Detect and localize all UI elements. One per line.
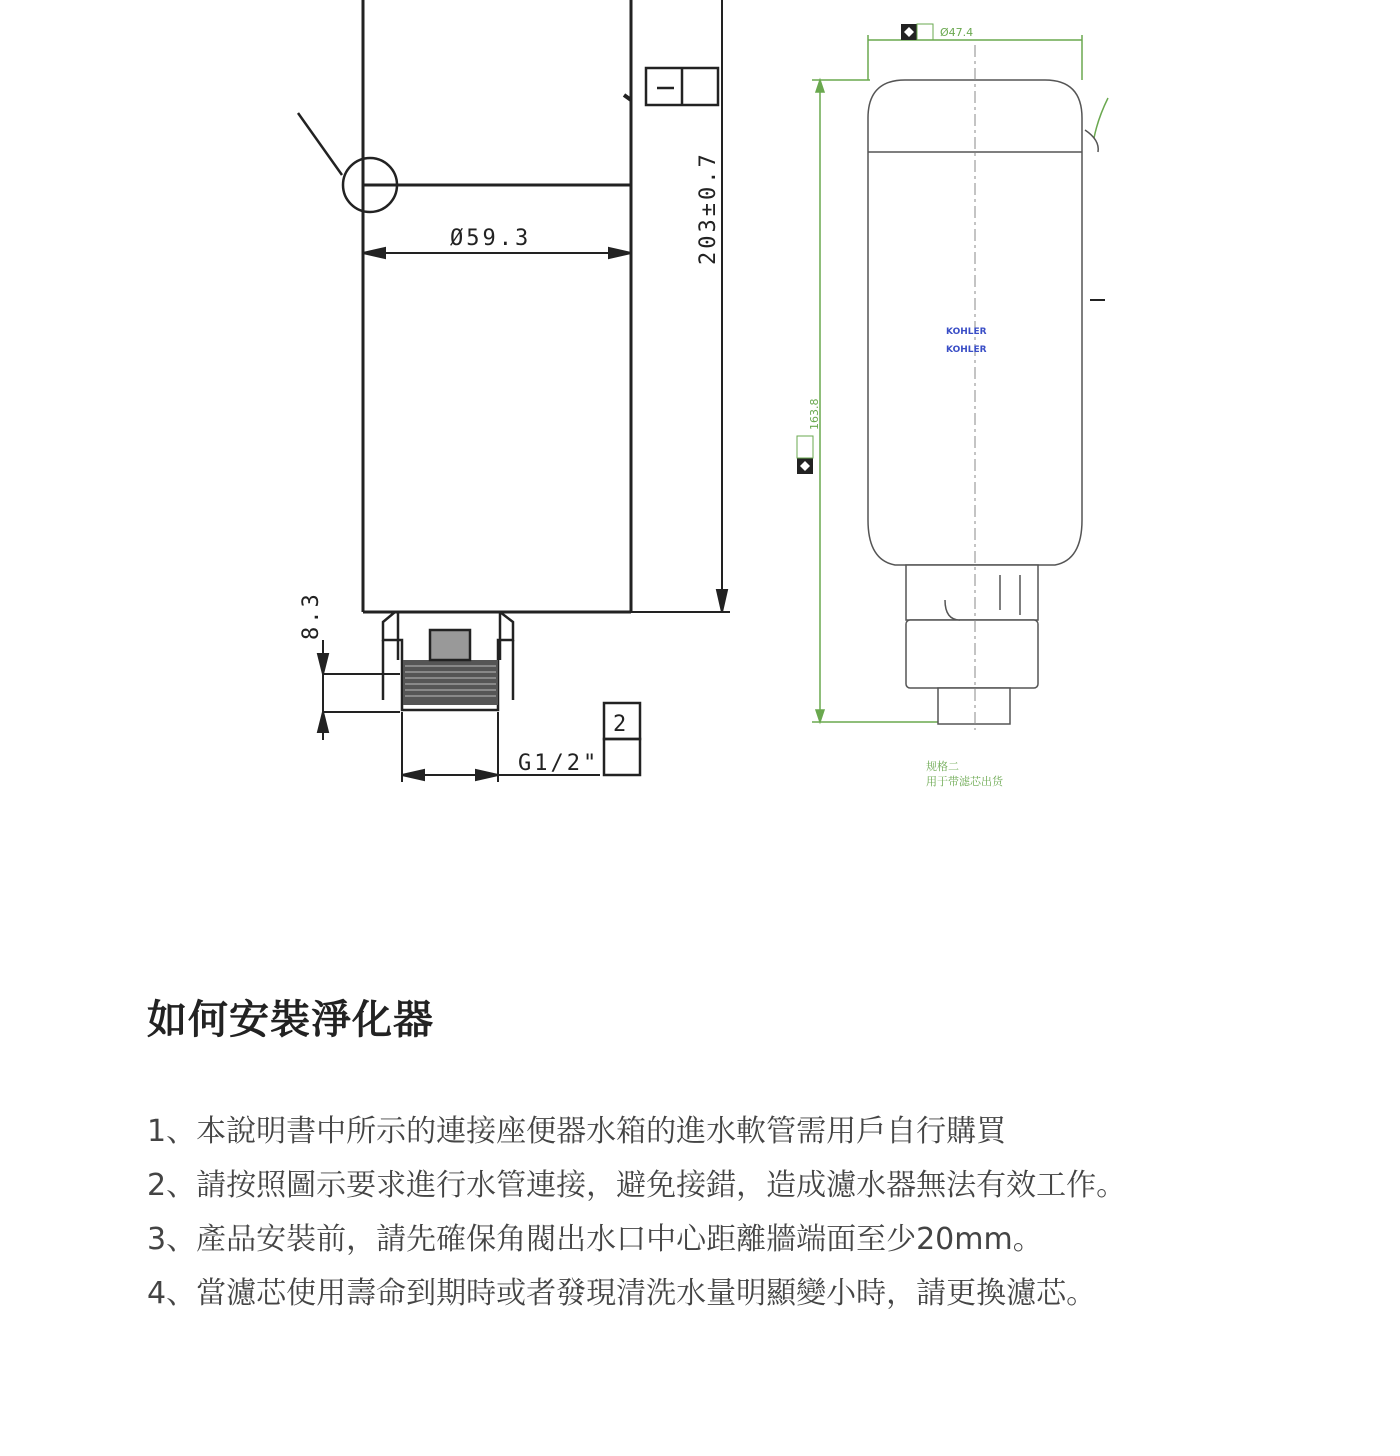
callout-number: 2 bbox=[613, 712, 630, 737]
instruction-list bbox=[147, 1105, 1387, 1321]
note-line-2: 用于带滤芯出货 bbox=[926, 775, 1003, 788]
instruction-item: 1、本說明書中所示的連接座便器水箱的進水軟管需用戶自行購買 bbox=[147, 1114, 1007, 1149]
brand-sub-label: KOHLER bbox=[946, 345, 987, 355]
filter-cartridge bbox=[868, 80, 1105, 724]
thread-size-label: G1/2" bbox=[518, 751, 600, 776]
filter-height-tag bbox=[797, 436, 813, 474]
filter-width-tag bbox=[901, 24, 933, 40]
instruction-item: 4、當濾芯使用壽命到期時或者發現清洗水量明顯變小時，請更換濾芯。 bbox=[147, 1276, 1097, 1311]
note-line-1: 规格二 bbox=[926, 760, 959, 773]
filter-height-label: 163.8 bbox=[808, 398, 821, 430]
thread-height-dimension bbox=[318, 640, 400, 740]
instruction-item: 2、請按照圖示要求進行水管連接，避免接錯，造成濾水器無法有效工作。 bbox=[147, 1168, 1127, 1203]
marker-box bbox=[624, 68, 718, 105]
filter-width-label: Ø47.4 bbox=[940, 26, 974, 39]
brand-label: KOHLER bbox=[946, 327, 987, 337]
device-body bbox=[363, 0, 631, 612]
diameter-label: Ø59.3 bbox=[450, 226, 532, 251]
detail-callout bbox=[298, 113, 397, 212]
instruction-item: 3、產品安裝前，請先確保角閥出水口中心距離牆端面至少20mm。 bbox=[147, 1222, 1043, 1257]
section-title: 如何安裝淨化器 bbox=[147, 997, 434, 1043]
height-label: 203±0.7 bbox=[696, 151, 721, 265]
thread-height-label: 8.3 bbox=[299, 591, 324, 640]
threaded-fitting bbox=[383, 612, 513, 710]
